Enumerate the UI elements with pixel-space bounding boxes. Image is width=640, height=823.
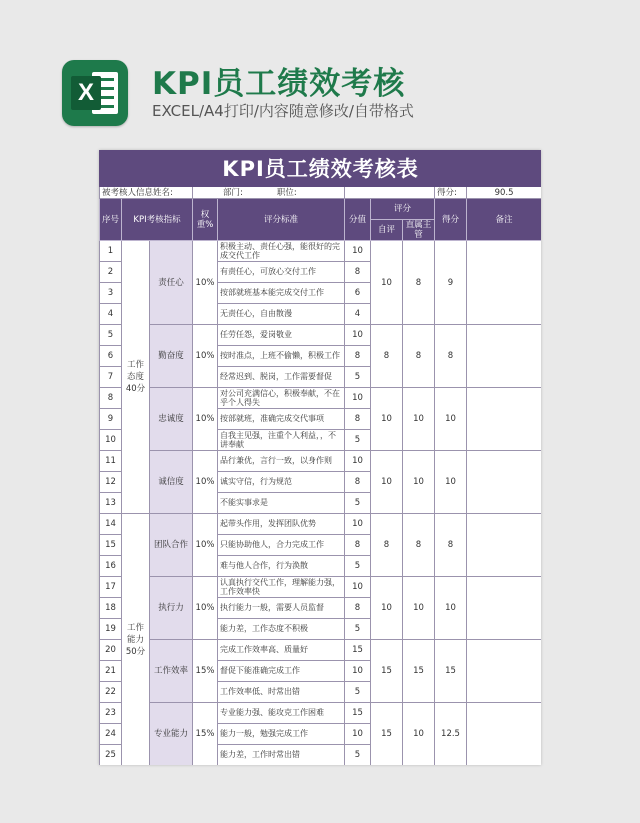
sheet-title: KPI员工绩效考核表 bbox=[100, 151, 542, 187]
standard-cell: 按部就班，准确完成交代事项 bbox=[218, 409, 345, 430]
self-score-cell: 15 bbox=[371, 703, 403, 766]
excel-letter-icon: X bbox=[71, 76, 101, 110]
score-cell: 10 bbox=[435, 388, 467, 451]
examinee-label: 被考核人信息 bbox=[102, 187, 154, 198]
seq-cell: 13 bbox=[100, 493, 122, 514]
seq-cell: 8 bbox=[100, 388, 122, 409]
standard-cell: 有责任心，可放心交付工作 bbox=[218, 262, 345, 283]
col-self: 自评 bbox=[371, 220, 403, 241]
indicator-cell: 工作效率 bbox=[150, 640, 193, 703]
points-cell: 10 bbox=[345, 325, 371, 346]
self-score-cell: 10 bbox=[371, 577, 403, 640]
table-row bbox=[100, 325, 542, 346]
points-cell: 10 bbox=[345, 661, 371, 682]
weight-cell: 10% bbox=[193, 388, 218, 451]
weight-cell: 10% bbox=[193, 514, 218, 577]
points-cell: 5 bbox=[345, 493, 371, 514]
standard-cell: 按时准点，上班不偷懒，积极工作 bbox=[218, 346, 345, 367]
standard-cell: 不能实事求是 bbox=[218, 493, 345, 514]
points-cell: 10 bbox=[345, 724, 371, 745]
dept-label: 部门: bbox=[223, 187, 243, 198]
indicator-cell: 责任心 bbox=[150, 241, 193, 325]
seq-cell: 16 bbox=[100, 556, 122, 577]
table-row bbox=[100, 388, 542, 409]
standard-cell: 执行能力一般，需要人员监督 bbox=[218, 598, 345, 619]
seq-cell: 4 bbox=[100, 304, 122, 325]
seq-cell: 20 bbox=[100, 640, 122, 661]
supervisor-score-cell: 8 bbox=[403, 514, 435, 577]
remark-cell bbox=[467, 325, 542, 388]
col-rating: 评分 bbox=[371, 199, 435, 220]
header bbox=[0, 0, 640, 150]
seq-cell: 5 bbox=[100, 325, 122, 346]
score-cell: 15 bbox=[435, 640, 467, 703]
score-cell: 8 bbox=[435, 325, 467, 388]
seq-cell: 11 bbox=[100, 451, 122, 472]
standard-cell: 难与他人合作，行为涣散 bbox=[218, 556, 345, 577]
seq-cell: 7 bbox=[100, 367, 122, 388]
seq-cell: 14 bbox=[100, 514, 122, 535]
name-label: 姓名: bbox=[153, 187, 173, 198]
standard-cell: 经常迟到、脱岗，工作需要督促 bbox=[218, 367, 345, 388]
blank-info-cell bbox=[345, 187, 435, 199]
points-cell: 15 bbox=[345, 703, 371, 724]
indicator-cell: 忠诚度 bbox=[150, 388, 193, 451]
points-cell: 10 bbox=[345, 451, 371, 472]
standard-cell: 能力一般，勉强完成工作 bbox=[218, 724, 345, 745]
seq-cell: 1 bbox=[100, 241, 122, 262]
points-cell: 8 bbox=[345, 598, 371, 619]
indicator-cell: 执行力 bbox=[150, 577, 193, 640]
points-cell: 10 bbox=[345, 577, 371, 598]
remark-cell bbox=[467, 388, 542, 451]
standard-cell: 对公司充满信心，积极奉献，不在乎个人得失 bbox=[218, 388, 345, 409]
col-score: 得分 bbox=[435, 199, 467, 241]
indicator-cell: 诚信度 bbox=[150, 451, 193, 514]
col-points: 分值 bbox=[345, 199, 371, 241]
points-cell: 8 bbox=[345, 346, 371, 367]
seq-cell: 17 bbox=[100, 577, 122, 598]
points-cell: 10 bbox=[345, 241, 371, 262]
table-row bbox=[100, 451, 542, 472]
points-cell: 8 bbox=[345, 535, 371, 556]
kpi-sheet bbox=[99, 150, 541, 765]
col-kpi: KPI考核指标 bbox=[122, 199, 193, 241]
standard-cell: 诚实守信，行为规范 bbox=[218, 472, 345, 493]
kpi-table bbox=[99, 150, 541, 765]
seq-cell: 25 bbox=[100, 745, 122, 766]
standard-cell: 无责任心，自由散漫 bbox=[218, 304, 345, 325]
table-row bbox=[100, 514, 542, 535]
table-row bbox=[100, 241, 542, 262]
points-cell: 4 bbox=[345, 304, 371, 325]
col-standard: 评分标准 bbox=[218, 199, 345, 241]
score-cell: 10 bbox=[435, 577, 467, 640]
points-cell: 5 bbox=[345, 745, 371, 766]
group-cell: 工作能力50分 bbox=[122, 514, 150, 766]
standard-cell: 自我主见强，注重个人利益，，不讲奉献 bbox=[218, 430, 345, 451]
supervisor-score-cell: 15 bbox=[403, 640, 435, 703]
remark-cell bbox=[467, 703, 542, 766]
standard-cell: 起带头作用，发挥团队优势 bbox=[218, 514, 345, 535]
supervisor-score-cell: 10 bbox=[403, 703, 435, 766]
score-cell: 12.5 bbox=[435, 703, 467, 766]
score-label: 得分: bbox=[435, 187, 467, 199]
examinee-info bbox=[100, 187, 193, 199]
standard-cell: 督促下能准确完成工作 bbox=[218, 661, 345, 682]
self-score-cell: 10 bbox=[371, 451, 403, 514]
table-row bbox=[100, 703, 542, 724]
page-title: KPI员工绩效考核 bbox=[152, 66, 406, 102]
weight-cell: 15% bbox=[193, 640, 218, 703]
points-cell: 15 bbox=[345, 640, 371, 661]
weight-cell: 10% bbox=[193, 451, 218, 514]
seq-cell: 15 bbox=[100, 535, 122, 556]
seq-cell: 6 bbox=[100, 346, 122, 367]
remark-cell bbox=[467, 241, 542, 325]
remark-cell bbox=[467, 451, 542, 514]
table-row bbox=[100, 577, 542, 598]
points-cell: 10 bbox=[345, 388, 371, 409]
points-cell: 6 bbox=[345, 283, 371, 304]
supervisor-score-cell: 8 bbox=[403, 241, 435, 325]
points-cell: 5 bbox=[345, 430, 371, 451]
supervisor-score-cell: 10 bbox=[403, 388, 435, 451]
supervisor-score-cell: 10 bbox=[403, 451, 435, 514]
standard-cell: 积极主动、责任心强，能很好的完成交代工作 bbox=[218, 241, 345, 262]
score-cell: 8 bbox=[435, 514, 467, 577]
standard-cell: 品行兼优，言行一致，以身作则 bbox=[218, 451, 345, 472]
total-score: 90.5 bbox=[467, 187, 542, 199]
seq-cell: 22 bbox=[100, 682, 122, 703]
page-subtitle: EXCEL/A4打印/内容随意修改/自带格式 bbox=[152, 102, 414, 120]
standard-cell: 能力差，工作时常出错 bbox=[218, 745, 345, 766]
group-cell: 工作态度40分 bbox=[122, 241, 150, 514]
indicator-cell: 专业能力 bbox=[150, 703, 193, 766]
seq-cell: 18 bbox=[100, 598, 122, 619]
points-cell: 8 bbox=[345, 409, 371, 430]
col-remark: 备注 bbox=[467, 199, 542, 241]
remark-cell bbox=[467, 640, 542, 703]
self-score-cell: 10 bbox=[371, 388, 403, 451]
standard-cell: 认真执行交代工作，理解能力强，工作效率快 bbox=[218, 577, 345, 598]
supervisor-score-cell: 10 bbox=[403, 577, 435, 640]
self-score-cell: 8 bbox=[371, 325, 403, 388]
indicator-cell: 团队合作 bbox=[150, 514, 193, 577]
standard-cell: 任劳任怨，爱岗敬业 bbox=[218, 325, 345, 346]
points-cell: 5 bbox=[345, 619, 371, 640]
points-cell: 5 bbox=[345, 682, 371, 703]
weight-cell: 10% bbox=[193, 577, 218, 640]
seq-cell: 24 bbox=[100, 724, 122, 745]
excel-icon bbox=[62, 60, 128, 126]
standard-cell: 能力差，工作态度不积极 bbox=[218, 619, 345, 640]
score-cell: 10 bbox=[435, 451, 467, 514]
seq-cell: 23 bbox=[100, 703, 122, 724]
points-cell: 5 bbox=[345, 556, 371, 577]
remark-cell bbox=[467, 577, 542, 640]
standard-cell: 工作效率低、时常出错 bbox=[218, 682, 345, 703]
standard-cell: 完成工作效率高、质量好 bbox=[218, 640, 345, 661]
points-cell: 10 bbox=[345, 514, 371, 535]
col-seq: 序号 bbox=[100, 199, 122, 241]
self-score-cell: 10 bbox=[371, 241, 403, 325]
standard-cell: 只能协助他人，合力完成工作 bbox=[218, 535, 345, 556]
self-score-cell: 15 bbox=[371, 640, 403, 703]
standard-cell: 专业能力强、能攻克工作困难 bbox=[218, 703, 345, 724]
seq-cell: 12 bbox=[100, 472, 122, 493]
points-cell: 8 bbox=[345, 472, 371, 493]
supervisor-score-cell: 8 bbox=[403, 325, 435, 388]
self-score-cell: 8 bbox=[371, 514, 403, 577]
weight-cell: 10% bbox=[193, 241, 218, 325]
position-label: 职位: bbox=[276, 187, 297, 198]
indicator-cell: 勤奋度 bbox=[150, 325, 193, 388]
dept-field bbox=[193, 187, 345, 199]
seq-cell: 19 bbox=[100, 619, 122, 640]
seq-cell: 21 bbox=[100, 661, 122, 682]
remark-cell bbox=[467, 514, 542, 577]
seq-cell: 10 bbox=[100, 430, 122, 451]
standard-cell: 按部就班基本能完成交付工作 bbox=[218, 283, 345, 304]
points-cell: 5 bbox=[345, 367, 371, 388]
points-cell: 8 bbox=[345, 262, 371, 283]
score-cell: 9 bbox=[435, 241, 467, 325]
seq-cell: 3 bbox=[100, 283, 122, 304]
seq-cell: 2 bbox=[100, 262, 122, 283]
weight-cell: 15% bbox=[193, 703, 218, 766]
seq-cell: 9 bbox=[100, 409, 122, 430]
col-supervisor: 直属主管 bbox=[403, 220, 435, 241]
table-row bbox=[100, 640, 542, 661]
weight-cell: 10% bbox=[193, 325, 218, 388]
col-weight: 权重% bbox=[193, 199, 218, 241]
